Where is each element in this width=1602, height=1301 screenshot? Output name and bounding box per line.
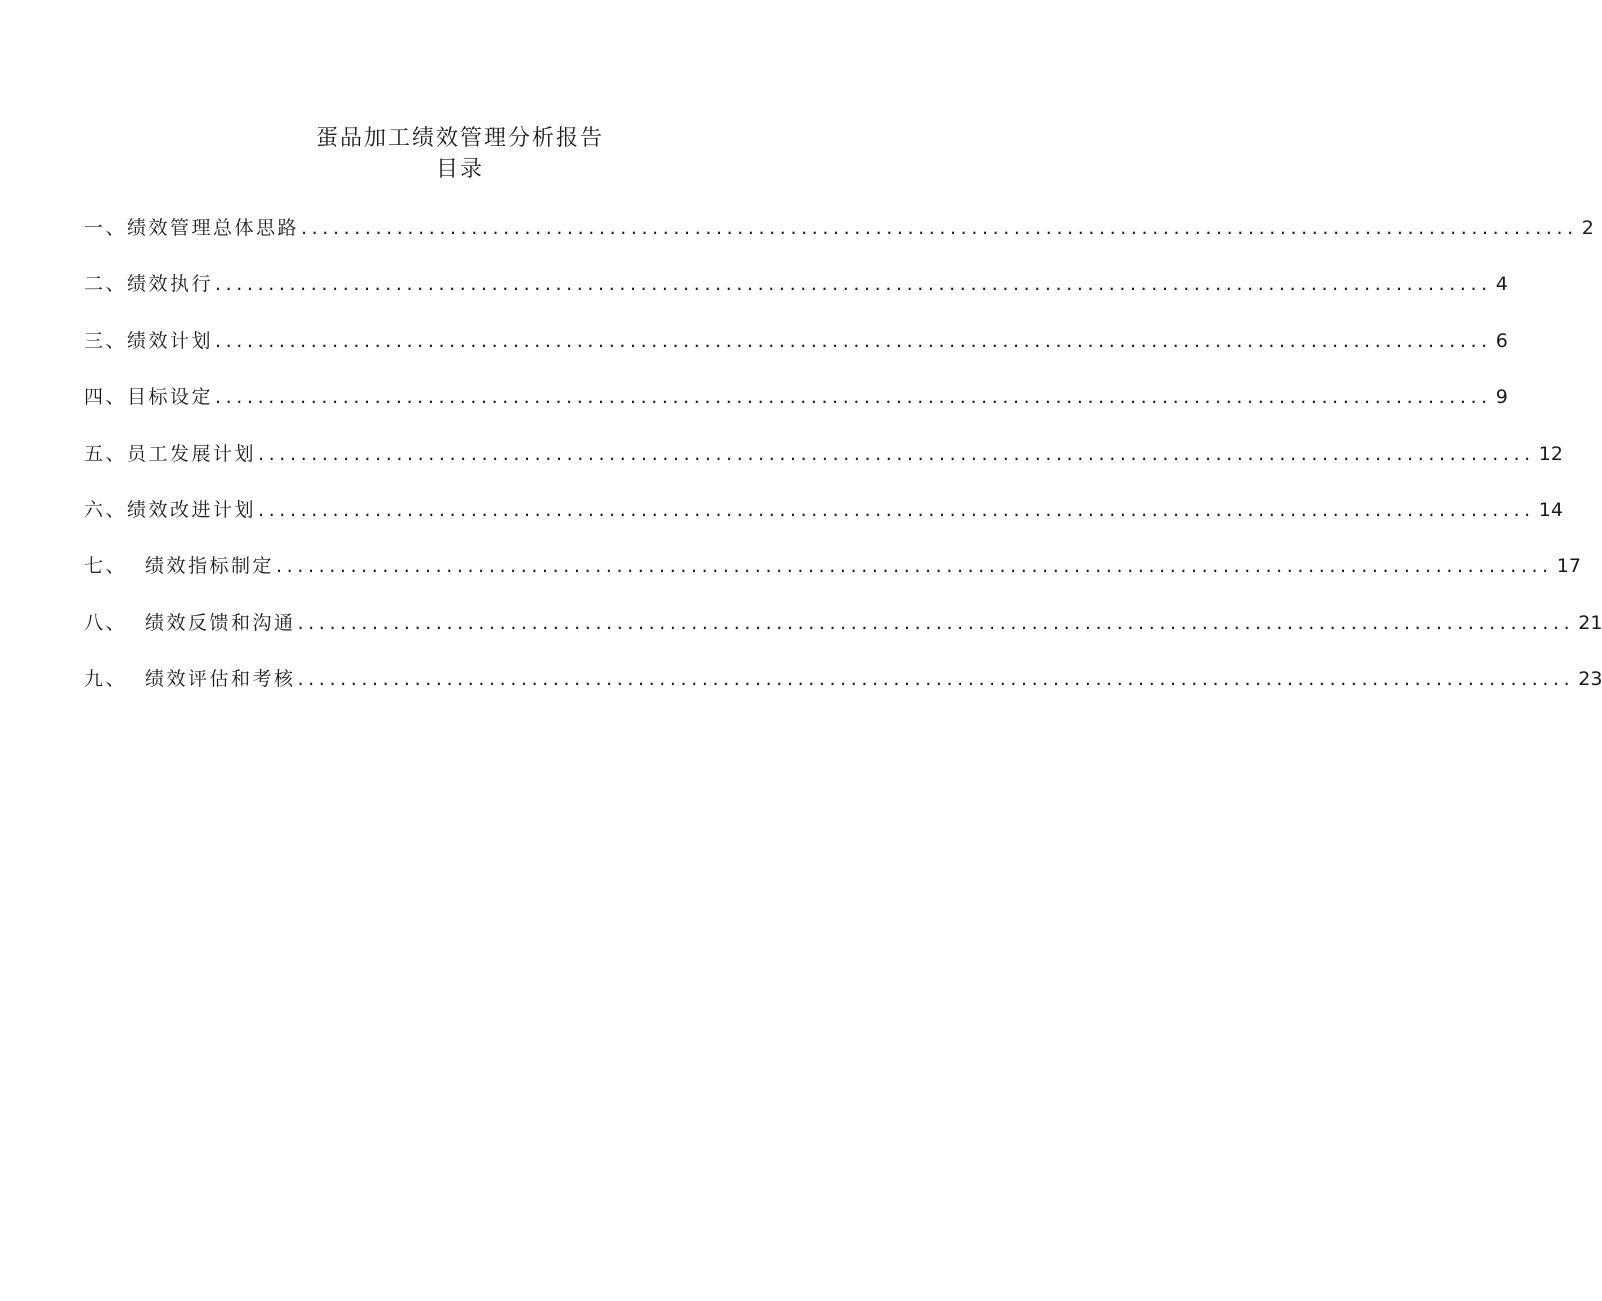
toc-entry[interactable] bbox=[84, 495, 1563, 551]
toc-entry-number: 五、 bbox=[84, 442, 128, 465]
toc-entry[interactable] bbox=[84, 439, 1563, 495]
toc-entry-title: 绩效执行 bbox=[127, 273, 214, 296]
toc-dot-leader: ........................................................................................................................ bbox=[297, 668, 1575, 691]
toc-entry[interactable] bbox=[84, 608, 1602, 664]
toc-entry-number: 四、 bbox=[84, 386, 128, 409]
toc-entry-page: 9 bbox=[1495, 386, 1508, 409]
toc-entry-title: 目标设定 bbox=[127, 386, 214, 409]
toc-entry-number: 三、 bbox=[84, 329, 128, 352]
toc-dot-leader: ........................................................................................................................ bbox=[276, 555, 1553, 578]
toc-entry-page: 14 bbox=[1538, 498, 1563, 521]
toc-entry-title: 绩效改进计划 bbox=[127, 498, 257, 521]
toc-entry-label bbox=[84, 269, 213, 299]
toc-entry-page: 23 bbox=[1578, 668, 1602, 691]
toc-entry-label bbox=[84, 551, 274, 581]
table-of-contents bbox=[84, 213, 1602, 721]
toc-dot-leader: ........................................................................................................................ bbox=[215, 386, 1492, 409]
toc-entry-label bbox=[84, 213, 299, 243]
toc-entry-page: 21 bbox=[1578, 611, 1602, 634]
toc-entry[interactable] bbox=[84, 382, 1508, 438]
toc-entry-number: 九、 bbox=[84, 668, 128, 691]
toc-entry-title: 绩效反馈和沟通 bbox=[145, 611, 296, 634]
toc-dot-leader: ........................................................................................................................ bbox=[215, 329, 1492, 352]
toc-entry[interactable] bbox=[84, 213, 1594, 269]
toc-dot-leader: ........................................................................................................................ bbox=[297, 611, 1575, 634]
toc-entry-page: 4 bbox=[1495, 273, 1508, 296]
toc-entry-label bbox=[84, 326, 213, 356]
toc-entry-page: 2 bbox=[1581, 217, 1594, 239]
toc-entry-label bbox=[84, 664, 296, 694]
toc-entry[interactable] bbox=[84, 551, 1581, 607]
toc-entry-number: 一、 bbox=[84, 217, 128, 239]
toc-entry[interactable] bbox=[84, 664, 1602, 720]
toc-entry-page: 12 bbox=[1538, 442, 1563, 465]
toc-entry-title: 绩效管理总体思路 bbox=[127, 217, 300, 239]
toc-entry-label bbox=[84, 439, 256, 469]
toc-dot-leader: ........................................................................................................................ bbox=[301, 217, 1578, 239]
toc-entry[interactable] bbox=[84, 326, 1508, 382]
toc-entry-number: 八、 bbox=[84, 611, 128, 634]
toc-entry-number: 七、 bbox=[84, 555, 128, 578]
toc-entry-number: 六、 bbox=[84, 498, 128, 521]
toc-entry-title: 绩效评估和考核 bbox=[145, 668, 296, 691]
toc-heading: 目录 bbox=[435, 157, 484, 182]
document-title: 蛋品加工绩效管理分析报告 bbox=[315, 126, 604, 151]
toc-entry-number: 二、 bbox=[84, 273, 128, 296]
toc-entry-page: 17 bbox=[1556, 555, 1581, 578]
toc-dot-leader: ........................................................................................................................ bbox=[258, 442, 1535, 465]
toc-entry-label bbox=[84, 382, 213, 412]
toc-entry-label bbox=[84, 608, 296, 638]
toc-dot-leader: ........................................................................................................................ bbox=[215, 273, 1492, 296]
toc-entry-label bbox=[84, 495, 256, 525]
toc-entry-page: 6 bbox=[1495, 329, 1508, 352]
toc-entry-title: 员工发展计划 bbox=[127, 442, 257, 465]
toc-entry[interactable] bbox=[84, 269, 1508, 325]
toc-entry-title: 绩效指标制定 bbox=[145, 555, 275, 578]
toc-dot-leader: ........................................................................................................................ bbox=[258, 498, 1535, 521]
toc-entry-title: 绩效计划 bbox=[127, 329, 214, 352]
